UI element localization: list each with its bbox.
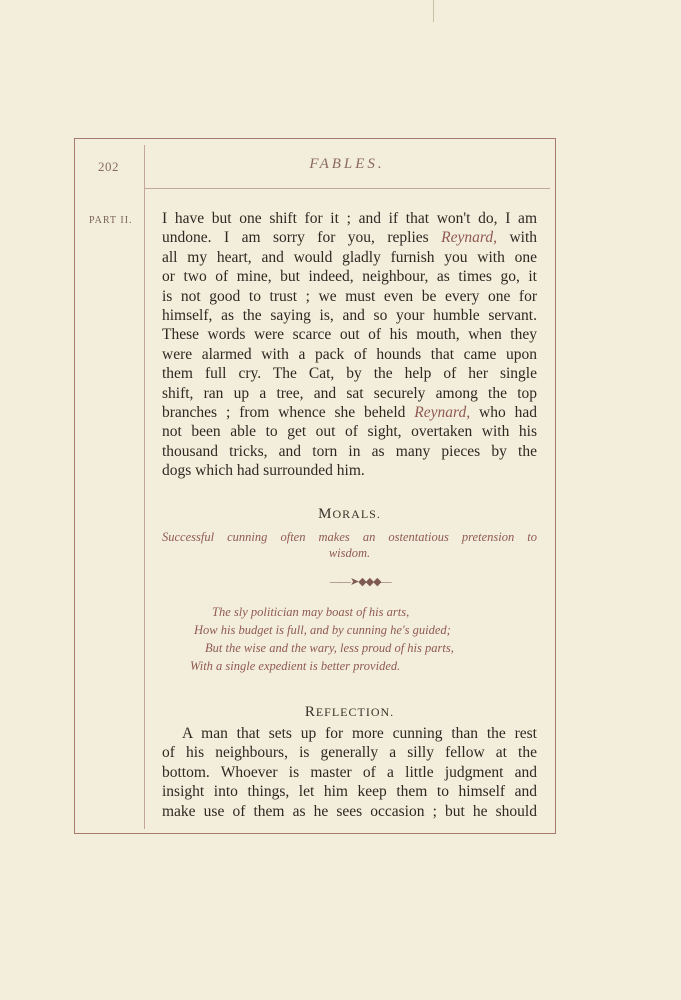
- body-line: [162, 228, 537, 247]
- body-text-run: thousand tricks, and torn in as many pieces by the: [162, 442, 537, 460]
- reflection-line: make use of them as he sees occasion ; but he should: [162, 802, 537, 820]
- side-note: PART II.: [89, 215, 133, 226]
- morals-heading: [162, 506, 537, 523]
- verse-line: The sly politician may boast of his arts,: [212, 605, 410, 619]
- margin-rule: [144, 145, 145, 829]
- verse-line: But the wise and the wary, less proud of his parts,: [205, 641, 454, 655]
- reflection-heading-initial: R: [304, 704, 316, 720]
- body-text-run: branches ; from whence she beheld: [162, 404, 415, 422]
- reflection-line: A man that sets up for more cunning than the rest: [182, 725, 537, 742]
- verse-line: With a single expedient is better provided.: [190, 659, 401, 673]
- body-line: [162, 364, 537, 383]
- body-line: [162, 345, 537, 364]
- body-line: [162, 403, 537, 422]
- moral-line: wisdom.: [328, 546, 371, 560]
- body-text-run: all my heart, and would gladly furnish you with one: [162, 248, 537, 266]
- character-name: Reynard,: [441, 229, 497, 247]
- reflection-line: bottom. Whoever is master of a little judgment and: [162, 763, 537, 781]
- verse: [190, 603, 520, 675]
- reflection-line: insight into things, let him keep them to himself and: [162, 783, 537, 801]
- page-number: 202: [98, 159, 119, 174]
- body-text-run: I have but one shift for it ; and if that won't do, I am: [162, 210, 537, 227]
- fable-body: [162, 209, 537, 481]
- running-head: FABLES.: [309, 156, 385, 172]
- reflection-line: of his neighbours, is generally a silly fellow at the: [162, 744, 537, 762]
- moral-line: Successful cunning often makes an ostentatious pretension to: [162, 530, 537, 544]
- verse-line: How his budget is full, and by cunning he's guided;: [194, 623, 451, 637]
- body-text-run: shift, ran up a tree, and sat securely among the top: [162, 384, 537, 402]
- body-line: [162, 422, 537, 441]
- reflection-body: [162, 724, 537, 821]
- body-line: [162, 248, 537, 267]
- body-line: [162, 267, 537, 286]
- body-line: [162, 442, 537, 461]
- body-line: [162, 384, 537, 403]
- body-line: [162, 461, 537, 480]
- body-text-run: with: [496, 229, 537, 247]
- morals-heading-rest: ORALS.: [332, 507, 381, 521]
- body-text-run: dogs which had surrounded him.: [162, 462, 365, 480]
- body-text-run: or two of mine, but indeed, neighbour, as times go, it: [162, 268, 537, 286]
- reflection-heading: [162, 704, 537, 721]
- body-text-run: them full cry. The Cat, by the help of her single: [162, 365, 537, 383]
- body-text-run: were alarmed with a pack of hounds that came upon: [162, 345, 537, 363]
- body-text-run: undone. I am sorry for you, replies: [162, 229, 442, 247]
- body-line: [162, 325, 537, 344]
- body-text-run: who had: [470, 404, 537, 422]
- morals-heading-initial: M: [318, 506, 333, 522]
- body-line: [162, 209, 537, 228]
- ornament-divider: ——➤◆◆◆—: [330, 576, 391, 588]
- body-text-run: These words were scarce out of his mouth, when they: [162, 326, 537, 344]
- body-line: [162, 287, 537, 306]
- header-rule: [144, 188, 550, 189]
- page-crease: [433, 0, 434, 22]
- body-line: [162, 306, 537, 325]
- moral-text: [162, 529, 537, 561]
- body-text-run: himself, as the saying is, and so your humble servant.: [162, 307, 537, 325]
- character-name: Reynard,: [414, 404, 471, 422]
- body-text-run: not been able to get out of sight, overtaken with his: [162, 423, 537, 441]
- reflection-heading-rest: EFLECTION.: [315, 705, 395, 719]
- body-text-run: is not good to trust ; we must even be every one for: [162, 287, 537, 305]
